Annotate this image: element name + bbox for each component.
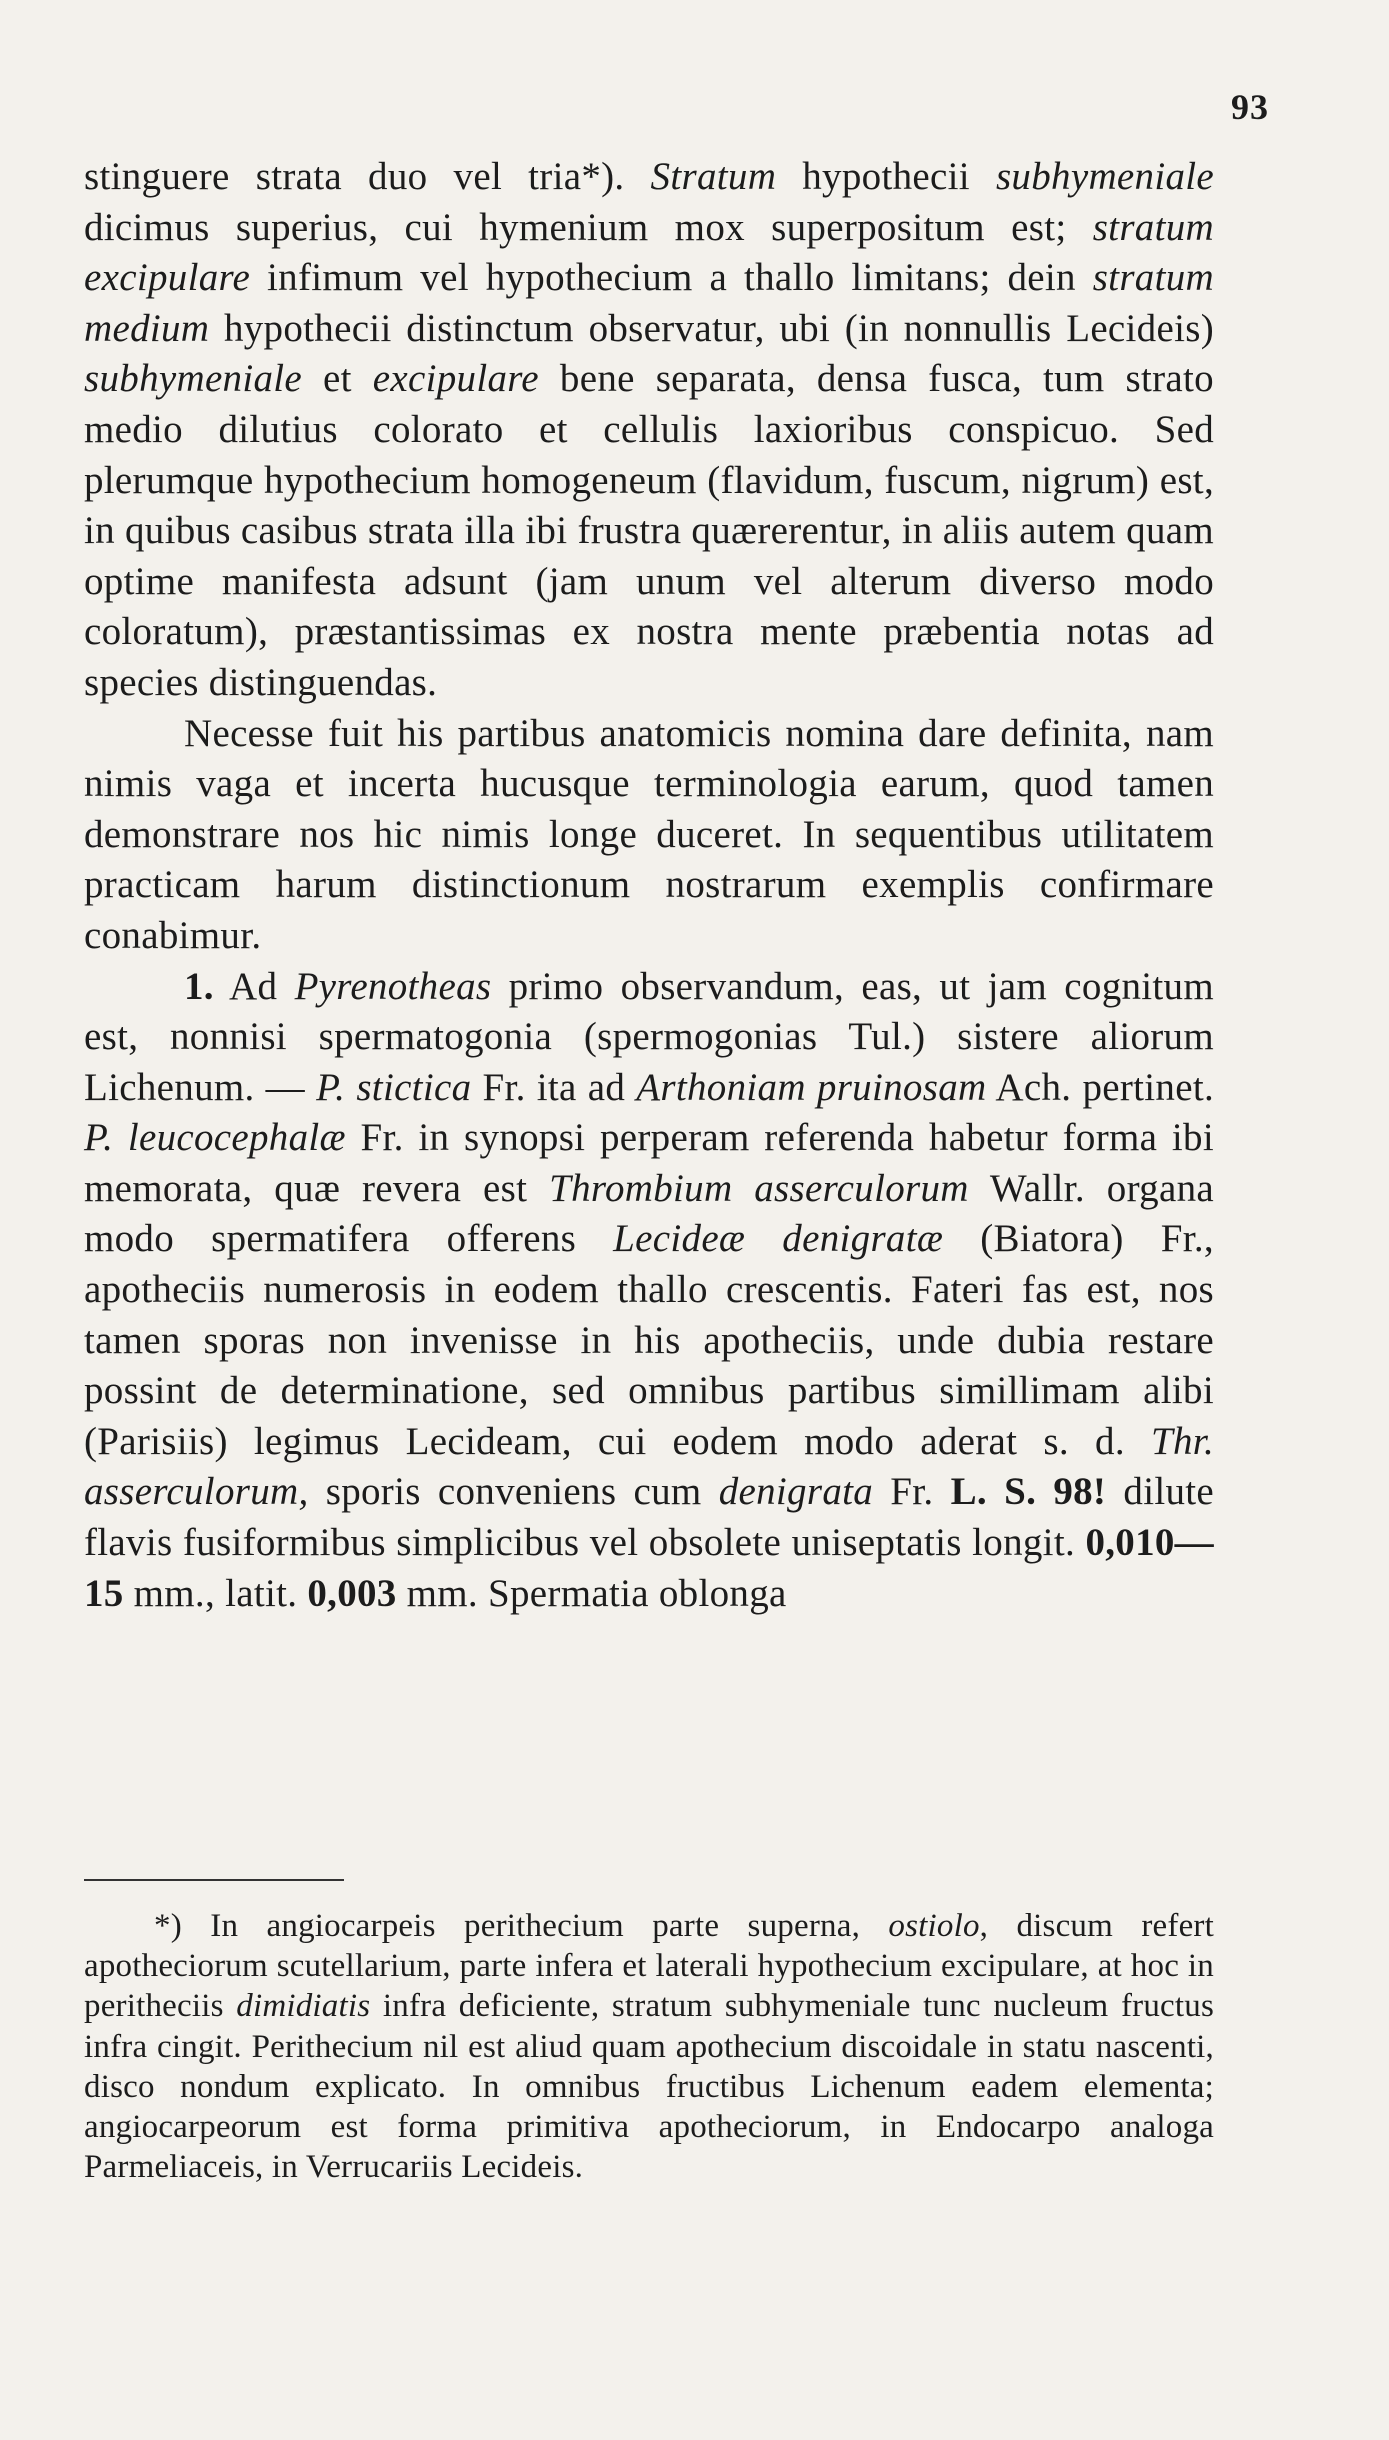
text-run: bene separata, densa fusca, tum strato medio dilutius colorato et cellulis laxioribus conspicuo. Sed plerumque hypothecium homogeneum (flavidum, fuscum, nigrum) est, in quibus casibus strata illa ibi frustra quærerentur, in aliis autem quam optime manifesta adsunt (jam unum vel alterum diverso modo coloratum), præstantissimas ex nostra mente præbentia notas ad species distinguendas. <box>84 357 1214 704</box>
text-run: , discum refert apotheciorum scutellarium, parte infera et laterali hypothecium excipulare, at hoc in peritheciis <box>84 1908 1214 2025</box>
text-run: infimum vel hypothecium a thallo limitans; dein <box>250 256 1093 300</box>
text-run: Ad <box>213 964 295 1008</box>
paragraph-3 <box>84 962 1214 1620</box>
term-stratum: Stratum <box>650 155 777 198</box>
page-number: 93 <box>1231 87 1269 127</box>
text-run: Fr. in synopsi perperam referenda habetur forma ibi memorata, quæ revera est <box>84 1116 1214 1210</box>
text-run: stinguere strata duo vel tria*). <box>84 155 651 198</box>
taxon-arthonia-pruinosa: Arthoniam pruinosam <box>636 1065 987 1109</box>
term-excipulare: excipulare <box>372 357 539 401</box>
taxon-pyrenotheas: Pyrenotheas <box>294 964 492 1008</box>
text-run: infra deficiente, stratum subhymeniale tunc nucleum fructus infra cingit. Perithecium nil est aliud quam apothecium discoidale in statu nascenti, disco nondum explicato. In omnibus fructibus Lichenum eadem elementa; angiocarpeorum est forma primitiva apotheciorum, in Endocarpo analoga Parmeliaceis, in Verrucariis Lecideis. <box>84 1988 1214 2186</box>
measurement-length: 0,010—15 <box>84 1521 1214 1615</box>
text-run: *) In angiocarpeis perithecium parte superna, <box>154 1908 889 1944</box>
text-run: primo observandum, eas, ut jam cognitum est, nonnisi spermatogonia (spermogonias Tul.) sistere aliorum Lichenum. — <box>84 964 1214 1109</box>
text-run: dilute flavis fusiformibus simplicibus vel obsolete uniseptatis longit. <box>84 1470 1215 1565</box>
measurement-width: 0,003 <box>307 1571 397 1615</box>
term-stratum-medium: stratum medium <box>84 256 1214 350</box>
text-run: et <box>302 357 373 401</box>
text-run: dicimus superius, cui hymenium mox superpositum est; <box>84 205 1093 249</box>
paragraph-1 <box>84 152 1214 709</box>
footnote-separator <box>84 1879 344 1881</box>
taxon-lecidea-denigrata: Lecideæ denigratæ <box>613 1217 944 1261</box>
taxon-thrombium-asserculorum: Thrombium asserculorum <box>549 1166 969 1210</box>
term-ostiolo: ostiolo <box>888 1908 980 1944</box>
footnote <box>84 1906 1214 2187</box>
term-stratum-excipulare: stratum excipulare <box>84 205 1214 300</box>
reference-ls-98: L. S. 98! <box>950 1470 1107 1514</box>
section-number: 1. <box>184 964 214 1008</box>
footnote-text <box>84 1906 1214 2187</box>
paragraph-2: Necesse fuit his partibus anatomicis nomina dare definita, nam nimis vaga et incerta hucusque terminologia earum, quod tamen demonstrare nos hic nimis longe duceret. In sequentibus utilitatem practicam harum distinctionum nostrarum exemplis confirmare conabimur. <box>84 711 1214 957</box>
taxon-thr-asserculorum: Thr. asserculorum, <box>84 1419 1214 1514</box>
text-run: mm., latit. <box>123 1571 308 1615</box>
taxon-denigrata: denigrata <box>718 1470 874 1514</box>
term-subhymeniale: subhymeniale <box>84 357 303 401</box>
text-run: hypothecii distinctum observatur, ubi (in nonnullis Lecideis) <box>209 306 1214 350</box>
text-run: sporis conveniens cum <box>308 1470 719 1514</box>
taxon-p-stictica: P. stictica <box>316 1065 472 1109</box>
main-text <box>84 152 1214 1619</box>
text-run: mm. Spermatia oblonga <box>396 1571 787 1615</box>
text-run: Wallr. organa modo spermatifera offerens <box>84 1166 1214 1261</box>
text-run: Ach. pertinet. <box>986 1065 1215 1109</box>
text-run: (Biatora) Fr., apotheciis numerosis in eodem thallo crescentis. Fateri fas est, nos tamen sporas non invenisse in his apotheciis, unde dubia restare possint de determinatione, sed omnibus partibus simillimam alibi (Parisiis) legimus Lecideam, cui eodem modo aderat s. d. <box>84 1217 1214 1463</box>
text-run: Fr. <box>873 1470 951 1514</box>
taxon-p-leucocephalae: P. leucocephalæ <box>84 1116 346 1160</box>
text-run: Fr. ita ad <box>471 1065 637 1109</box>
term-dimidiatis: dimidiatis <box>236 1988 371 2025</box>
term-subhymeniale: subhymeniale <box>995 155 1214 198</box>
text-run: hypothecii <box>776 155 996 198</box>
